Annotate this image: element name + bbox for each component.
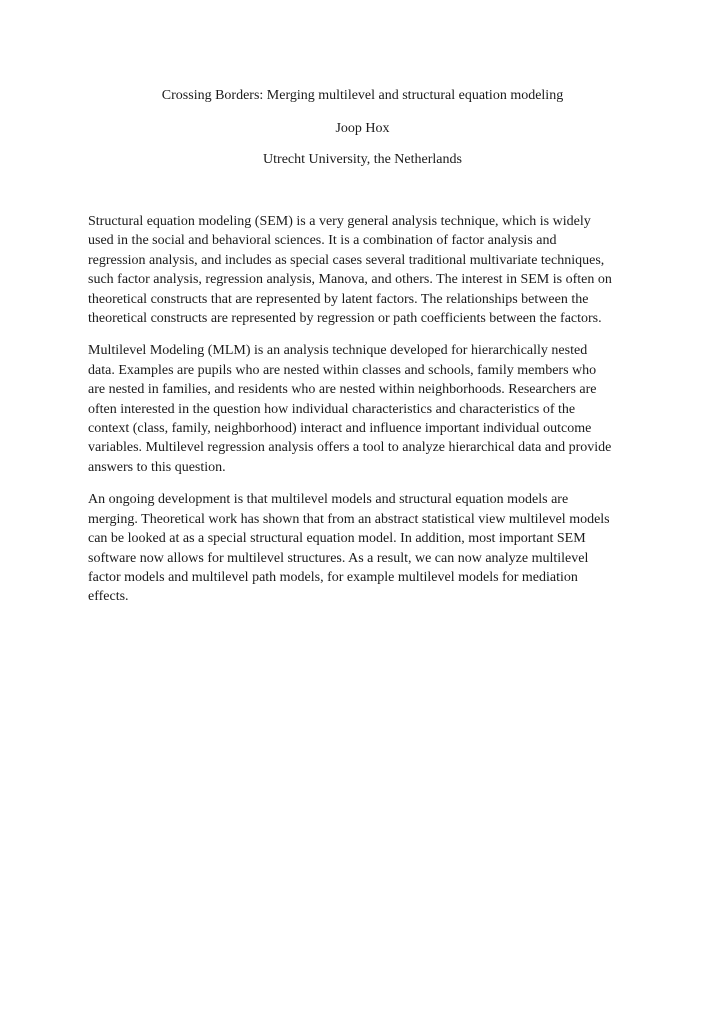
paragraph-mlm xyxy=(88,341,640,477)
text-line: context (class, family, neighborhood) interact and influence important individual outcome xyxy=(88,421,592,437)
document-title: Crossing Borders: Merging multilevel and structural equation modeling xyxy=(161,88,564,103)
text-line: used in the social and behavioral sciences. It is a combination of factor analysis and xyxy=(88,233,557,249)
paragraph-merging xyxy=(88,490,640,606)
text-line: variables. Multilevel regression analysis offers a tool to analyze hierarchical data and provide xyxy=(88,440,612,456)
text-line: answers to this question. xyxy=(88,459,226,475)
paragraph-sem xyxy=(88,212,640,328)
text-line: merging. Theoretical work has shown that from an abstract statistical view multilevel models xyxy=(88,511,610,527)
document-body xyxy=(88,212,640,620)
text-line: often interested in the question how individual characteristics and characteristics of the xyxy=(88,401,576,417)
author-affiliation: Utrecht University, the Netherlands xyxy=(263,152,462,167)
text-line: effects. xyxy=(88,589,129,605)
text-line: such factor analysis, regression analysis, Manova, and others. The interest in SEM is often on xyxy=(88,272,612,288)
text-line: Multilevel Modeling (MLM) is an analysis technique developed for hierarchically nested xyxy=(88,343,588,359)
text-line: data. Examples are pupils who are nested within classes and schools, family members who xyxy=(88,362,597,378)
text-line: theoretical constructs are represented by regression or path coefficients between the factors. xyxy=(88,311,602,327)
text-line: can be looked at as a special structural equation model. In addition, most important SEM xyxy=(88,531,586,547)
text-line: are nested in families, and residents who are nested within neighborhoods. Researchers are xyxy=(88,382,597,398)
text-line: software now allows for multilevel structures. As a result, we can now analyze multilevel xyxy=(88,550,589,566)
text-line: regression analysis, and includes as special cases several traditional multivariate techniques, xyxy=(88,252,605,268)
text-line: factor models and multilevel path models, for example multilevel models for mediation xyxy=(88,569,578,585)
author-name: Joop Hox xyxy=(335,121,390,136)
text-line: Structural equation modeling (SEM) is a very general analysis technique, which is widely xyxy=(88,214,591,229)
text-line: theoretical constructs that are represented by latent factors. The relationships between the xyxy=(88,291,589,307)
text-line: An ongoing development is that multilevel models and structural equation models are xyxy=(88,492,569,508)
